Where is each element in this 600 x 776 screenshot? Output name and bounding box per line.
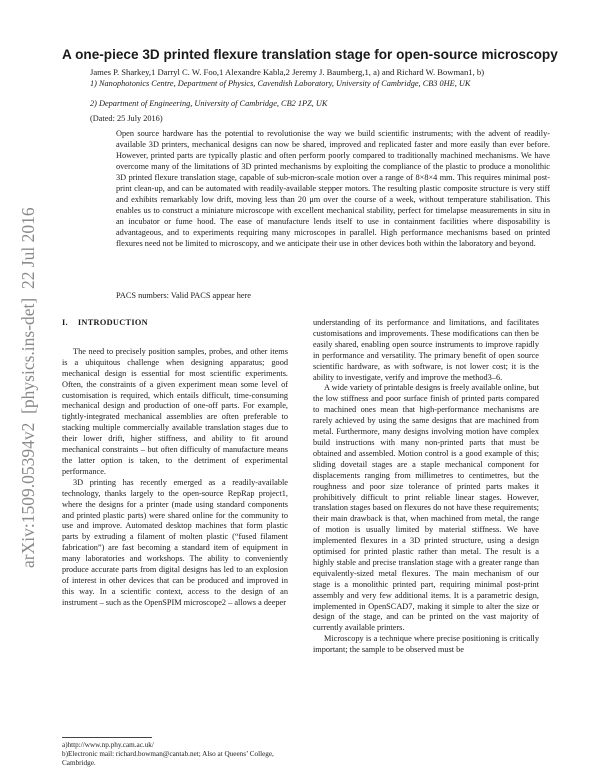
pacs-numbers: PACS numbers: Valid PACS appear here xyxy=(116,291,251,300)
section-heading xyxy=(62,318,288,329)
affiliation-1: 1) Nanophotonics Centre, Department of Physics, Cavendish Laboratory, University of Cambridge, CB3 0HE, UK xyxy=(90,79,471,88)
intro-paragraph-3: understanding of its performance and limitations, and facilitates customisations and improvements. These modifications can then be easily shared, enabling open source instruments to improve rapidly in performance and versatility. The primary benefit of open source scientific hardware, as with software, is not lower cost; it is the ability to investigate, verify and improve the method3–6. xyxy=(313,318,539,382)
footnote-divider xyxy=(62,737,152,738)
arxiv-identifier-text: arXiv:1509.05394v2 [physics.ins-det] 22 Jul 2016 xyxy=(18,207,38,568)
footnote-b: b)Electronic mail: richard.bowman@cantab.net; Also at Queens’ College, Cambridge. xyxy=(62,750,274,767)
paper-title: A one-piece 3D printed flexure translation stage for open-source microscopy xyxy=(62,47,558,62)
author-list xyxy=(90,67,580,78)
right-column xyxy=(313,318,539,656)
section-title: INTRODUCTION xyxy=(77,318,148,327)
intro-paragraph-5: Microscopy is a technique where precise positioning is critically important; the sample to be observed must be xyxy=(313,634,539,655)
author-names: James P. Sharkey,1 Darryl C. W. Foo,1 Alexandre Kabla,2 Jeremy J. Baumberg,1, a) and Richard W. Bowman1, b) xyxy=(90,67,485,77)
footnotes xyxy=(62,741,288,768)
intro-paragraph-1: The need to precisely position samples, probes, and other items is a ubiquitous challenge when designing apparatus; good mechanical design is essential for most scientific experiments. Often, the constraints of a given experiment mean some level of customisation is required, which entails difficult, time-consuming mechanical design and production of one-off parts. For example, tightly-integrated mechanical assemblies are often preferable to stacking multiple commercially available translation stages due to their lower drift, higher stiffness, and ability to fit around mechanical constraints – but often difficulty of manufacture means the latter option is taken, to the detriment of experimental performance. xyxy=(62,346,288,476)
dated-line: (Dated: 25 July 2016) xyxy=(90,114,163,123)
affiliation-2: 2) Department of Engineering, University of Cambridge, CB2 1PZ, UK xyxy=(90,99,328,108)
section-number: I. xyxy=(62,318,68,327)
abstract: Open source hardware has the potential to revolutionise the way we build scientific instruments; with the advent of readily-available 3D printers, mechanical designs can now be shared, improved and replicated faster and more easily than ever before. However, printed parts are typically plastic and often perform poorly compared to traditionally machined mechanisms. We have overcome many of the limitations of 3D printed mechanisms by exploiting the compliance of the plastic to produce a monolithic 3D printed flexure translation stage, capable of sub-micron-scale motion over a range of 8×8×4 mm. This requires minimal post-print clean-up, and can be automated with readily-available stepper motors. The resulting plastic composite structure is very stiff and exhibits remarkably low drift, moving less than 20 μm over the course of a week, without temperature stabilisation. This enables us to construct a miniature microscope with excellent mechanical stability, perfect for timelapse measurements in situ in an incubator or fume hood. The ease of manufacture lends itself to use in containment facilities where disposability is advantageous, and to experiments requiring many microscopes in parallel. High performance mechanisms based on printed flexures need not be limited to microscopy, and we anticipate their use in other devices both within the laboratory and beyond. xyxy=(116,129,550,248)
intro-paragraph-2: 3D printing has recently emerged as a readily-available technology, thanks largely to the open-source RepRap project1, where the designs for a printer (made using standard components and printed plastic parts) were shared online for the community to use and improve. Automated desktop machines that form plastic parts by extruding a filament of molten plastic (“fused filament fabrication”) are fast becoming a standard item of equipment in many laboratories and workshops. The ability to conveniently produce accurate parts from digital designs has led to an explosion of interest in other devices that can be produced and improved in this way. In a scientific context, access to the design of an instrument – such as the OpenSPIM microscope2 – allows a deeper xyxy=(62,477,288,607)
footnote-a: a)http://www.np.phy.cam.ac.uk/ xyxy=(62,741,154,749)
intro-paragraph-4: A wide variety of printable designs is freely available online, but the low stiffness and poor surface finish of printed parts compared to machined ones mean that high-performance mechanisms are rarely achieved by using the same designs that are machined from metal. Furthermore, many designs involving motion have complex build instructions with many non-printed parts that must be obtained and assembled. Motion control is a good example of this; sliding dovetail stages are a staple mechanical component for displacements ranging from millimetres to centimetres, but the roughness and poor size tolerance of printed parts makes it prohibitively difficult to print reliable linear stages. However, translation stages based on flexures do not have these requirements; their main drawback is that, when machined from metal, the range of motion is usually limited by material stiffness. We have implemented flexures in a 3D printed structure, using a design optimised for printed plastic rather than metal. The result is a highly stable and precise translation stage with a greater range than equivalently-sized metal flexures. The main mechanism of our stage is a monolithic printed part, requiring minimal post-print assembly and very few additional items. It is a parametric design, implemented in OpenSCAD7, making it simple to alter the size or design of the stage, and can be printed on the vast majority of currently available printers. xyxy=(313,383,539,633)
arxiv-identifier xyxy=(6,120,46,570)
left-column xyxy=(62,318,288,609)
